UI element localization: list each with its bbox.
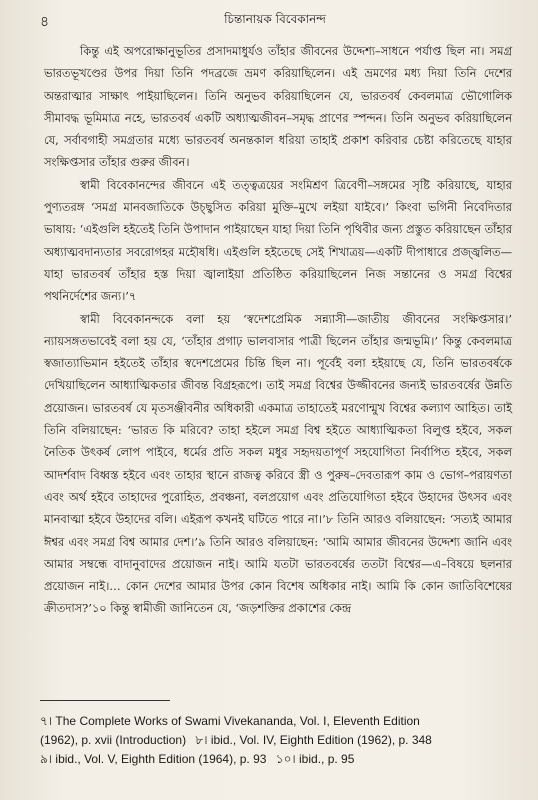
paragraph: কিন্তু এই অপরোক্ষানুভূতির প্রসাদমাধুর্যও তাঁহার জীবনের উদ্দেশ্য–সাধনে পর্যাপ্ত ছিল না। সমগ্র ভারতভূখণ্ডের উপর দিয়া তিনি পদব্রজে ভ্রমণ করিয়াছিলেন। এই ভ্রমণের মধ্য দিয়া তিনি দেশের অন্তরাত্মার সাক্ষাৎ পাইয়াছিলেন। তিনি অনুভব করিয়াছিলেন যে, ভারতবর্ষ কেবলমাত্র ভৌগোলিক সীমাবদ্ধ ভূমিমাত্র নহে, ভারতবর্ষ একটি অধ্যাত্মজীবন–সমৃদ্ধ প্রাণের স্পন্দন। তিনি অনুভব করিয়াছিলেন যে, সর্বাবগাহী সমগ্রতার মধ্যে ভারতবর্ষ অনন্তকাল ধরিয়া তাহাই প্রকাশ করিবার চেষ্টা করিতেছে যাহার সংক্ষিপ্তসার তাঁহার গুরুর জীবন। (44, 44, 512, 170)
running-title: চিন্তানায়ক বিবেকানন্দ (224, 12, 326, 26)
page-header (40, 10, 510, 32)
body-text (44, 40, 512, 620)
page-number: ৪ (40, 14, 50, 30)
footnote: (1962), p. xvii (Introduction) (40, 733, 187, 747)
footnote: ৮। ibid., Vol. IV, Eighth Edition (1962), p. 348 (195, 733, 432, 747)
footnote-line (40, 712, 518, 731)
footnote: ১০। ibid., p. 95 (275, 752, 355, 766)
footnote: ৭। The Complete Works of Swami Vivekananda, Vol. I, Eleventh Edition (40, 714, 420, 728)
footnotes (40, 712, 518, 769)
footnote-divider (40, 700, 170, 701)
footnote-line (40, 750, 518, 769)
paragraph: স্বামী বিবেকানন্দকে বলা হয় ‘স্বদেশপ্রেমিক সন্ন্যাসী—জাতীয় জীবনের সংক্ষিপ্তসার।’ ন্যায়সঙ্গতভাবেই বলা হয় যে, ‘তাঁহার প্রগাঢ় ভালবাসার পাত্রী ছিলেন তাঁহার জন্মভূমি।’ কিন্তু কেবলমাত্র স্বজাত্যাভিমান হইতেই তাঁহার স্বদেশপ্রেমের চিন্তি ছিল না। পূর্বেই বলা হইয়াছে যে, তিনি ভারতবর্ষকে দেখিয়াছিলেন আধ্যাত্মিকতার জীবন্ত বিগ্রহরূপে। তাই সমগ্র বিশ্বের উজ্জীবনের জন্যই ভারতবর্ষের উন্নতি প্রয়োজন। ভারতবর্ষ যে মৃতসঞ্জীবনীর অধিকারী একমাত্র তাহাতেই মরণোন্মুখ বিশ্বের কল্যাণ আহিত। তাই তিনি বলিয়াছেন: ‘ভারত কি মরিবে? তাহা হইলে সমগ্র বিশ্ব হইতে আধ্যাত্মিকতা বিলুপ্ত হইবে, সকল নৈতিক উৎকর্ষ লোপ পাইবে, ধর্মের প্রতি সকল মধুর সহৃদয়তাপূর্ণ সহযোগিতা নির্বাপিত হইবে, সকল আদর্শবাদ বিধ্বস্ত হইবে এবং তাহার স্থানে রাজত্ব করিবে স্ত্রী ও পুরুষ–দেবতারূপ কাম ও ভোগ–পরায়ণতা এবং অর্থ হইবে তাহাদের পুরোহিত, প্রবঞ্চনা, বলপ্রয়োগ এবং প্রতিযোগিতা হইবে উহাদের উৎসব এবং মানবাত্মা হইবে উহাদের বলি। এইরূপ কখনই ঘটিতে পারে না।’৮ তিনি আরও বলিয়াছেন: ‘সত্যই আমার ঈশ্বর এবং সমগ্র বিশ্ব আমার দেশ।’৯ তিনি আরও বলিয়াছেন: ‘আমি আমার জীবনের উদ্দেশ্য জানি এবং আমার সম্বন্ধে বাদানুবাদের প্রয়োজন নাই। আমি যতটা ভারতবর্ষের ততটা বিশ্বের—এ–বিষয়ে ছলনার প্রয়োজন নাই।… কোন দেশের আমার উপর কোন বিশেষ অধিকার নাই। আমি কি কোন জাতিবিশেষের ক্রীতদাস?’১০ কিন্তু স্বামীজী জানিতেন যে, ‘জড়শক্তির প্রকাশের কেন্দ্র (44, 311, 512, 616)
footnote-line (40, 731, 518, 750)
footnote: ৯। ibid., Vol. V, Eighth Edition (1964), p. 93 (40, 752, 267, 766)
paragraph: স্বামী বিবেকানন্দের জীবনে এই তত্ত্বত্রয়ের সংমিশ্রণ ত্রিবেণী–সঙ্গমের সৃষ্টি করিয়াছে, যাহার পুণ্যতরঙ্গ ‘সমগ্র মানবজাতিকে উচ্ছ্বসিত করিয়া মুক্তি–মুখে লইয়া যাইবে।’ কিংবা ভগিনী নিবেদিতার ভাষায়: ‘এইগুলি হইতেই তিনি উপাদান পাইয়াছেন যাহা দিয়া তিনি পৃথিবীর জন্য প্রস্তুত করিয়াছেন তাঁহার অধ্যাত্মবদান্যতার সবরোগহর মহৌষধি। এইগুলি হইতেছে সেই শিখাত্রয়—একটি দীপাধারে প্রজ্জ্বলিত—যাহা ভারতবর্ষ তাঁহার হস্ত দিয়া জ্বালাইয়া প্রতিষ্ঠিত করিয়াছিলেন নিজ সন্তানের ও সমগ্র বিশ্বের পথনির্দেশের জন্য।’৭ (44, 177, 512, 304)
